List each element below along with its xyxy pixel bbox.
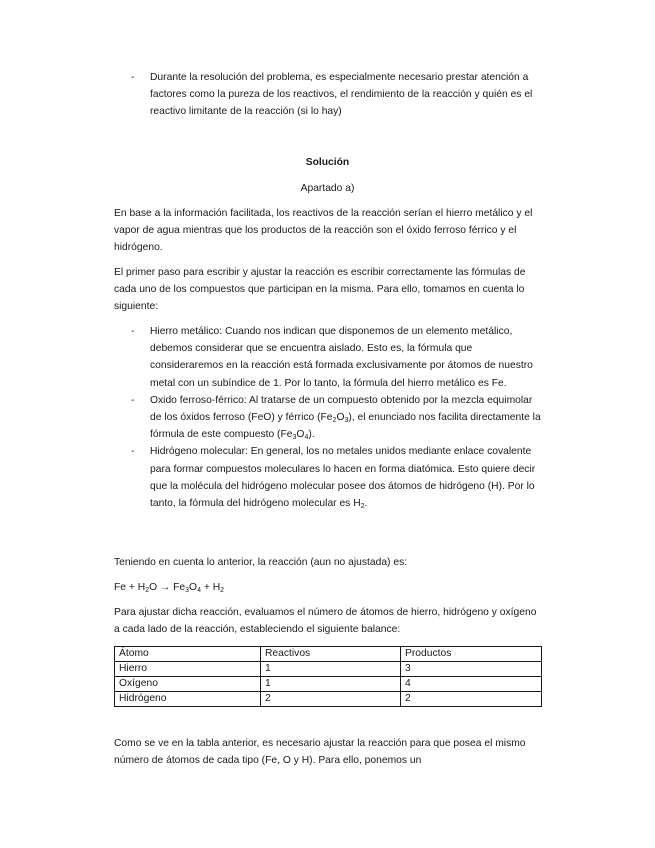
bullet-dash: -	[131, 326, 135, 337]
table-cell: 1	[261, 662, 401, 677]
table-header-cell: Productos	[401, 647, 542, 662]
paragraph-reaction-intro: Teniendo en cuenta lo anterior, la reacción (aun no ajustada) es:	[114, 557, 408, 568]
table-header-cell: Átomo	[115, 647, 261, 662]
paragraph-reactants: En base a la información facilitada, los reactivos de la reacción serían el hierro metálico y el vapor de agua mientras que los productos de la reacción son el óxido ferroso férrico y el hidrógeno.	[114, 208, 533, 254]
table-header-cell: Reactivos	[261, 647, 401, 662]
table-cell: 2	[401, 692, 542, 707]
bullet-dash: -	[131, 446, 135, 458]
section-a-heading: Apartado a)	[300, 183, 355, 194]
bullet-text: Durante la resolución del problema, es especialmente necesario prestar atención a factores como la pureza de los reactivos, el rendimiento de la reacción y quién es el reactivo limitante de la reacción (si lo hay)	[150, 72, 533, 118]
bullet-text-hydrogen: Hidrógeno molecular: En general, los no metales unidos mediante enlace covalente para formar compuestos moleculares lo hacen en forma diatómica. Esto quiere decir que la molécula del hidrógeno molecular posee dos átomos de hidrógeno (H). Por lo tanto, la fórmula del hidrógeno molecular es $H_2$.	[150, 446, 536, 511]
table-cell: 4	[401, 677, 542, 692]
formula-bullet-list	[131, 323, 541, 512]
list-item	[131, 392, 541, 444]
bullet-dash: -	[131, 72, 135, 83]
bullet-text-oxide: Oxido ferroso-férrico: Al tratarse de un compuesto obtenido por la mezcla equimolar de los óxidos ferroso (FeO) y férrico $(Fe_2O_3)$, el enunciado nos facilita directamente la fórmula de este compuesto $(Fe_3O_4)$.	[150, 394, 541, 442]
list-item	[131, 69, 541, 121]
paragraph-conclusion: Como se ve en la tabla anterior, es necesario ajustar la reacción para que posea el mismo número de átomos de cada tipo (Fe, O y H). Para ello, ponemos un	[114, 738, 526, 767]
chemical-equation: $Fe + H_2O \to Fe_3O_4 + H_2$	[114, 582, 225, 594]
table-row	[115, 692, 542, 707]
list-item	[131, 443, 541, 512]
paragraph-balance-intro: Para ajustar dicha reacción, evaluamos el número de átomos de hierro, hidrógeno y oxígeno a cada lado de la reacción, estableciendo el siguiente balance:	[114, 607, 537, 636]
top-bullet-list	[131, 69, 541, 121]
bullet-dash: -	[131, 394, 135, 406]
bullet-text-iron: Hierro metálico: Cuando nos indican que disponemos de un elemento metálico, debemos considerar que se encuentra aislado. Esto es, la fórmula que consideraremos en la reacción está formada exclusivamente por átomos de nuestro metal con un subíndice de 1. Por lo tanto, la fórmula del hierro metálico es Fe.	[150, 326, 533, 389]
table-cell: 2	[261, 692, 401, 707]
table-header-row	[115, 647, 542, 662]
solution-title: Solución	[305, 157, 350, 168]
table-row	[115, 662, 542, 677]
table-cell: Oxígeno	[115, 677, 261, 692]
table-cell: 3	[401, 662, 542, 677]
list-item	[131, 323, 541, 392]
table-cell: 1	[261, 677, 401, 692]
table-cell: Hidrógeno	[115, 692, 261, 707]
table-cell: Hierro	[115, 662, 261, 677]
paragraph-first-step: El primer paso para escribir y ajustar la reacción es escribir correctamente las fórmulas de cada uno de los compuestos que participan en la misma. Para ello, tomamos en cuenta lo siguiente:	[114, 267, 526, 313]
table-row	[115, 677, 542, 692]
atom-balance-table	[114, 646, 542, 707]
